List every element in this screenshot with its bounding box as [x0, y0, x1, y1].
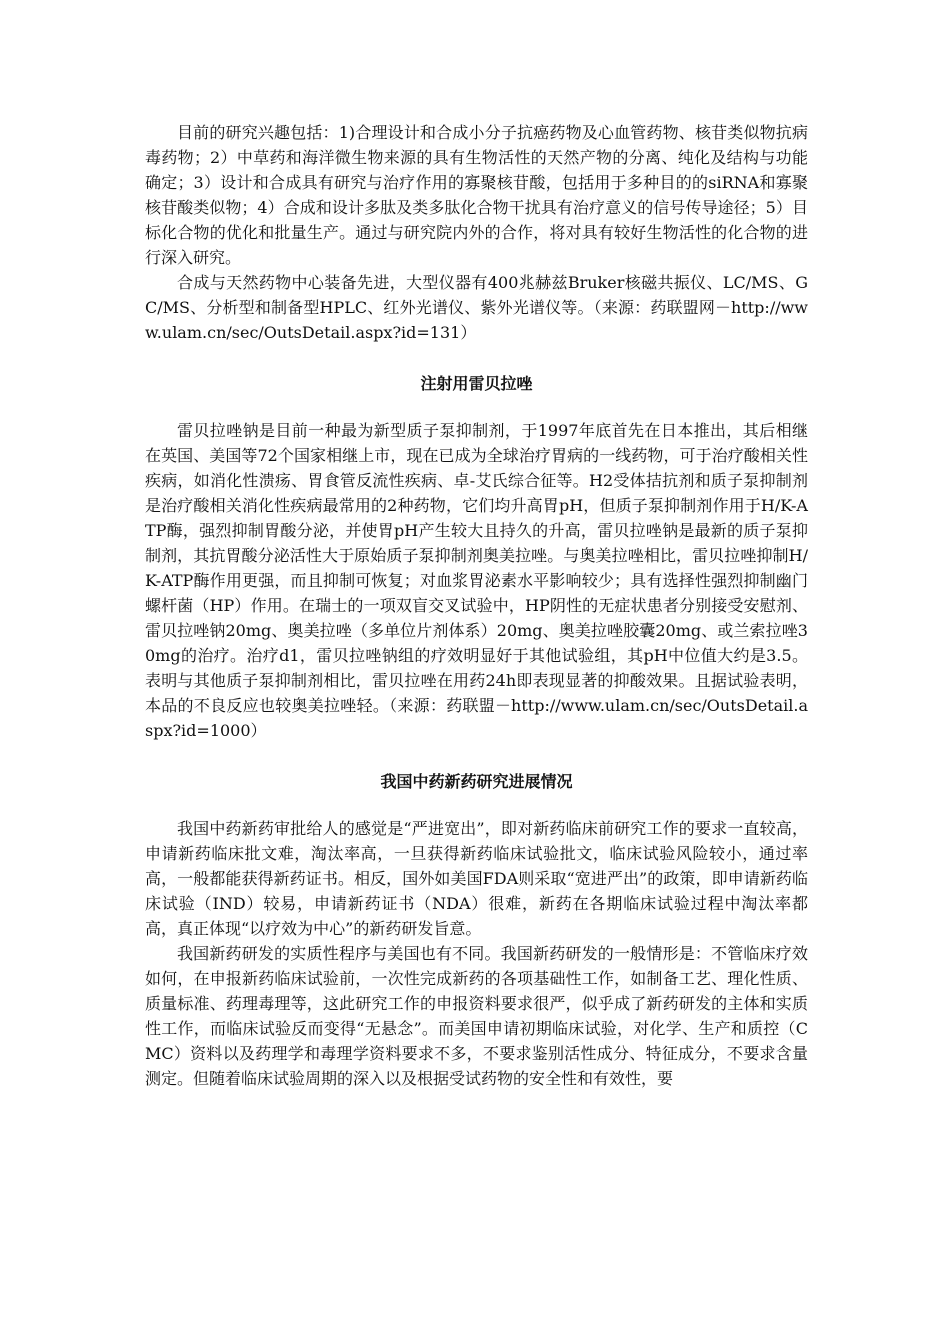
section-title-tcm-progress: 我国中药新药研究进展情况	[380, 772, 573, 791]
section-tcm-progress	[145, 769, 808, 1091]
document-page	[145, 120, 808, 1091]
paragraph-approval-comparison: 我国中药新药审批给人的感觉是“严进宽出”，即对新药临床前研究工作的要求一直较高，申请新药临床批文难，淘汰率高，一旦获得新药临床试验批文，临床试验风险较小，通过率高，一般都能获得新药证书。相反，国外如美国FDA则采取“宽进严出”的政策，即申请新药临床试验（IND）较易，申请新药证书（NDA）很难，新药在各期临床试验过程中淘汰率都高，真正体现“以疗效为中心”的新药研发旨意。	[145, 819, 808, 938]
paragraph-development-procedure: 我国新药研发的实质性程序与美国也有不同。我国新药研发的一般情形是：不管临床疗效如何，在申报新药临床试验前，一次性完成新药的各项基础性工作，如制备工艺、理化性质、质量标准、药理毒理等，这此研究工作的申报资料要求很严，似乎成了新药研发的主体和实质性工作，而临床试验反而变得“无悬念”。而美国申请初期临床试验，对化学、生产和质控（CMC）资料以及药理学和毒理学资料要求不多，不要求鉴别活性成分、特征成分，不要求含量测定。但随着临床试验周期的深入以及根据受试药物的安全性和有效性，要	[145, 944, 808, 1088]
paragraph-equipment: 合成与天然药物中心装备先进，大型仪器有400兆赫兹Bruker核磁共振仪、LC/MS、GC/MS、分析型和制备型HPLC、红外光谱仪、紫外光谱仪等。（来源：药联盟网－http://www.ulam.cn/sec/OutsDetail.aspx?id=131）	[145, 273, 808, 342]
paragraph-rabeprazole: 雷贝拉唑钠是目前一种最为新型质子泵抑制剂，于1997年底首先在日本推出，其后相继在英国、美国等72个国家相继上市，现在已成为全球治疗胃病的一线药物，可于治疗酸相关性疾病，如消化性溃疡、胃食管反流性疾病、卓-艾氏综合征等。H2受体拮抗剂和质子泵抑制剂是治疗酸相关消化性疾病最常用的2种药物，它们均升高胃pH，但质子泵抑制剂作用于H/K-ATP酶，强烈抑制胃酸分泌，并使胃pH产生较大且持久的升高，雷贝拉唑钠是最新的质子泵抑制剂，其抗胃酸分泌活性大于原始质子泵抑制剂奥美拉唑。与奥美拉唑相比，雷贝拉唑抑制H/K-ATP酶作用更强，而且抑制可恢复；对血浆胃泌素水平影响较少；具有选择性强烈抑制幽门螺杆菌（HP）作用。在瑞士的一项双盲交叉试验中，HP阴性的无症状患者分别接受安慰剂、雷贝拉唑钠20mg、奥美拉唑（多单位片剂体系）20mg、奥美拉唑胶囊20mg、或兰索拉唑30mg的治疗。治疗d1，雷贝拉唑钠组的疗效明显好于其他试验组，其pH中位值大约是3.5。表明与其他质子泵抑制剂相比，雷贝拉唑在用药24h即表现显著的抑酸效果。且据试验表明，本品的不良反应也较奥美拉唑轻。（来源：药联盟－http://www.ulam.cn/sec/OutsDetail.aspx?id=1000）	[145, 421, 808, 740]
section-research-interests	[145, 120, 808, 345]
paragraph-research-interests: 目前的研究兴趣包括：1)合理设计和合成小分子抗癌药物及心血管药物、核苷类似物抗病毒药物；2）中草药和海洋微生物来源的具有生物活性的天然产物的分离、纯化及结构与功能确定；3）设计和合成具有研究与治疗作用的寡聚核苷酸，包括用于多种目的的siRNA和寡聚核苷酸类似物；4）合成和设计多肽及类多肽化合物干扰具有治疗意义的信号传导途径；5）目标化合物的优化和批量生产。通过与研究院内外的合作，将对具有较好生物活性的化合物的进行深入研究。	[145, 123, 808, 267]
section-rabeprazole	[145, 371, 808, 743]
section-title-rabeprazole: 注射用雷贝拉唑	[420, 374, 533, 393]
